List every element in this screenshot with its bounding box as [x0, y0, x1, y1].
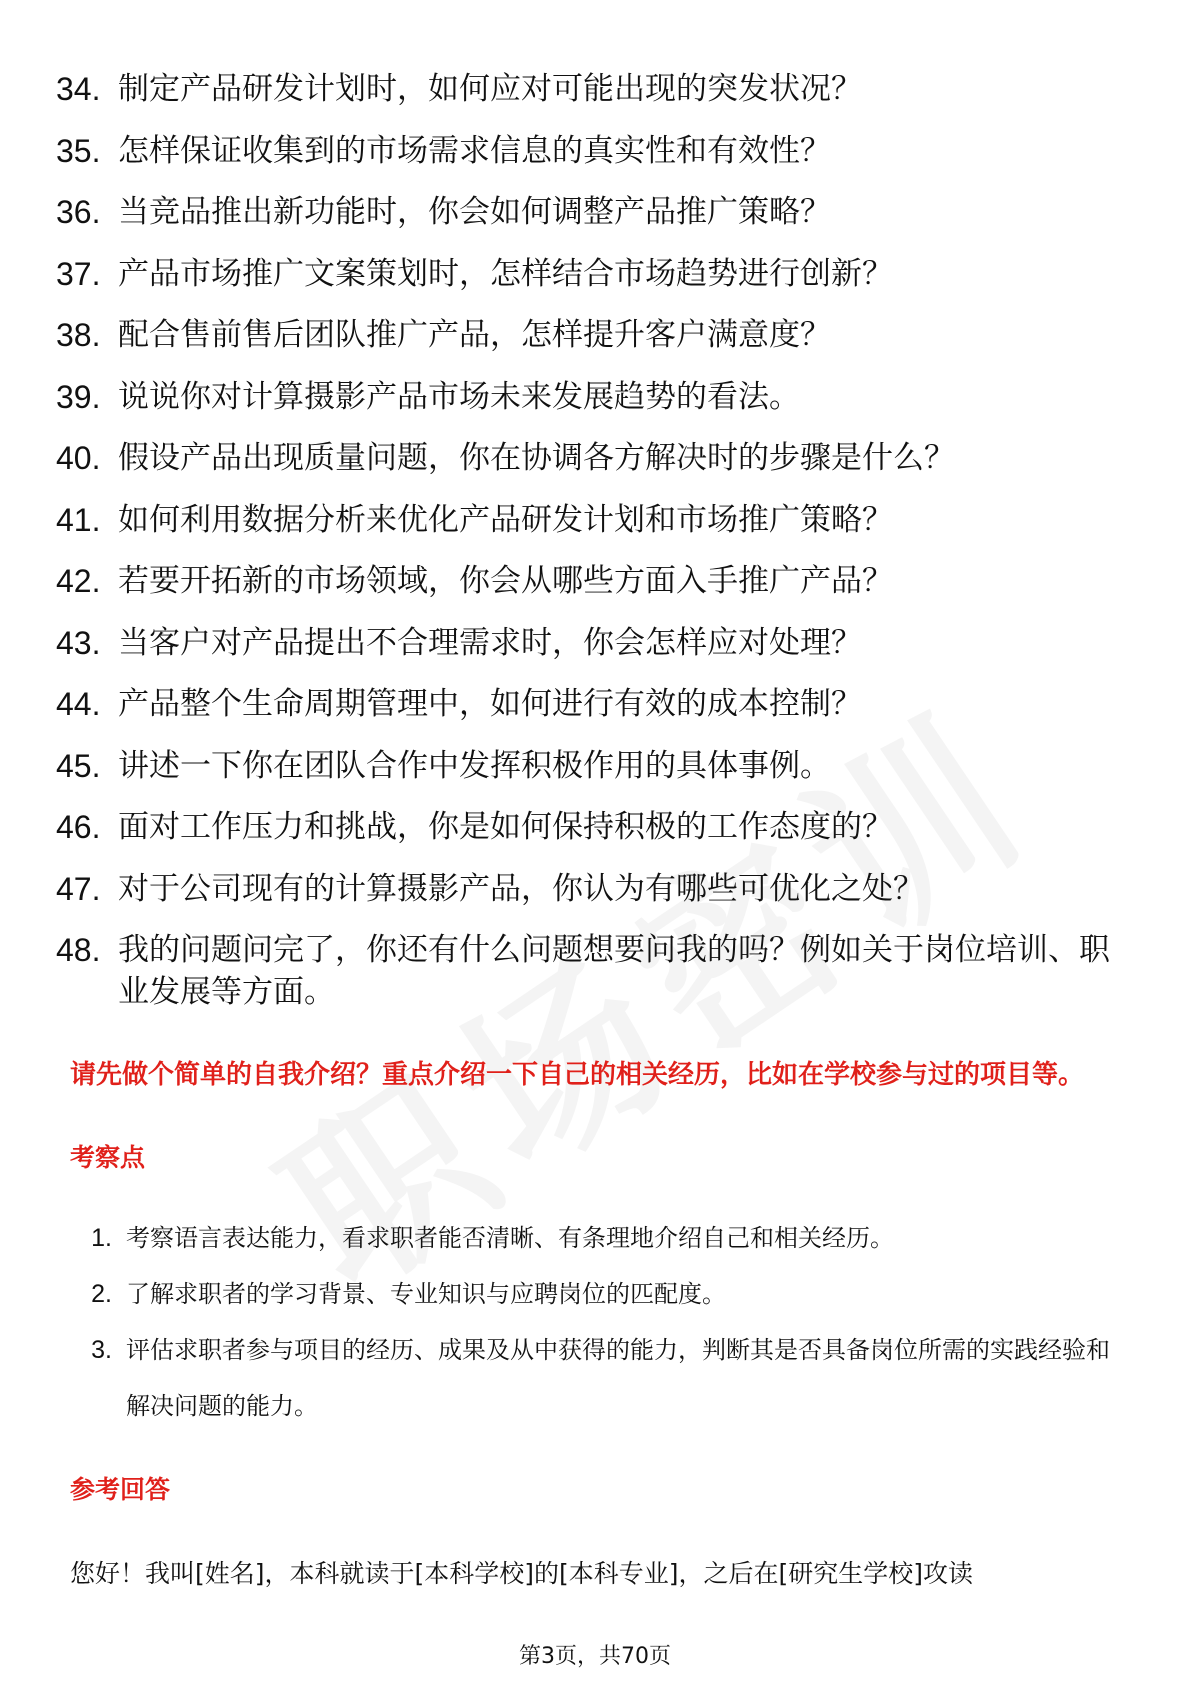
question-text: 我的问题问完了，你还有什么问题想要问我的吗？例如关于岗位培训、职业发展等方面。: [118, 932, 1110, 1010]
question-item: [56, 376, 1136, 418]
question-number: 46.: [56, 809, 101, 845]
question-item: [56, 499, 1136, 541]
question-text: 对于公司现有的计算摄影产品，你认为有哪些可优化之处？: [118, 870, 924, 907]
question-number: 43.: [56, 624, 101, 661]
page-footer: 第3页，共70页: [519, 1644, 671, 1669]
question-number: 41.: [56, 501, 101, 538]
question-item: [56, 683, 1136, 725]
question-item: [56, 130, 1136, 172]
points-list: [70, 1218, 1130, 1450]
question-item: [56, 929, 1136, 1013]
question-text: 怎样保证收集到的市场需求信息的真实性和有效性？: [118, 132, 831, 169]
point-text: 评估求职者参与项目的经历、成果及从中获得的能力，判断其是否具备岗位所需的实践经验和解决问题的能力。: [126, 1336, 1110, 1420]
question-number: 44.: [56, 686, 101, 722]
point-text: 考察语言表达能力，看求职者能否清晰、有条理地介绍自己和相关经历。: [126, 1224, 894, 1252]
question-number: 40.: [56, 440, 101, 476]
question-text: 当竞品推出新功能时，你会如何调整产品推广策略？: [118, 194, 831, 230]
question-number: 39.: [56, 378, 101, 415]
question-text: 产品整个生命周期管理中，如何进行有效的成本控制？: [118, 686, 862, 722]
question-text: 假设产品出现质量问题，你在协调各方解决时的步骤是什么？: [118, 440, 955, 476]
question-item: [56, 253, 1136, 295]
point-item: [70, 1218, 1130, 1258]
point-item: [70, 1274, 1130, 1314]
question-item: [56, 622, 1136, 664]
point-number: 3.: [91, 1336, 112, 1364]
question-number: 47.: [56, 870, 101, 907]
answer-paragraph: 您好！我叫[姓名]，本科就读于[本科学校]的[本科专业]，之后在[研究生学校]攻读: [70, 1559, 974, 1588]
question-item: [56, 806, 1136, 848]
question-number: 45.: [56, 747, 101, 784]
point-number: 1.: [91, 1224, 112, 1252]
point-number: 2.: [91, 1280, 112, 1308]
question-number: 38.: [56, 317, 101, 353]
question-text: 讲述一下你在团队合作中发挥积极作用的具体事例。: [118, 747, 831, 784]
question-text: 若要开拓新的市场领域，你会从哪些方面入手推广产品？: [118, 563, 893, 599]
interview-prompt: 请先做个简单的自我介绍？重点介绍一下自己的相关经历，比如在学校参与过的项目等。: [70, 1060, 1085, 1090]
question-item: [56, 560, 1136, 602]
question-number: 48.: [56, 932, 101, 968]
point-text: 了解求职者的学习背景、专业知识与应聘岗位的匹配度。: [126, 1280, 726, 1308]
question-text: 如何利用数据分析来优化产品研发计划和市场推广策略？: [118, 501, 893, 538]
points-heading: 考察点: [70, 1143, 146, 1172]
question-item: [56, 437, 1136, 479]
question-list: [56, 68, 1136, 1013]
question-item: [56, 191, 1136, 233]
answer-heading: 参考回答: [70, 1475, 171, 1504]
question-number: 35.: [56, 132, 101, 169]
question-text: 制定产品研发计划时，如何应对可能出现的突发状况？: [118, 71, 862, 107]
question-text: 面对工作压力和挑战，你是如何保持积极的工作态度的？: [118, 809, 893, 845]
question-text: 配合售前售后团队推广产品，怎样提升客户满意度？: [118, 317, 831, 353]
question-number: 36.: [56, 194, 101, 230]
point-item: [70, 1330, 1130, 1434]
question-text: 产品市场推广文案策划时，怎样结合市场趋势进行创新？: [118, 255, 893, 292]
question-item: [56, 314, 1136, 356]
question-number: 37.: [56, 255, 101, 292]
question-item: [56, 68, 1136, 110]
question-number: 42.: [56, 563, 101, 599]
question-number: 34.: [56, 71, 101, 107]
question-item: [56, 868, 1136, 910]
question-text: 当客户对产品提出不合理需求时，你会怎样应对处理？: [118, 624, 862, 661]
question-text: 说说你对计算摄影产品市场未来发展趋势的看法。: [118, 378, 800, 415]
question-item: [56, 745, 1136, 787]
